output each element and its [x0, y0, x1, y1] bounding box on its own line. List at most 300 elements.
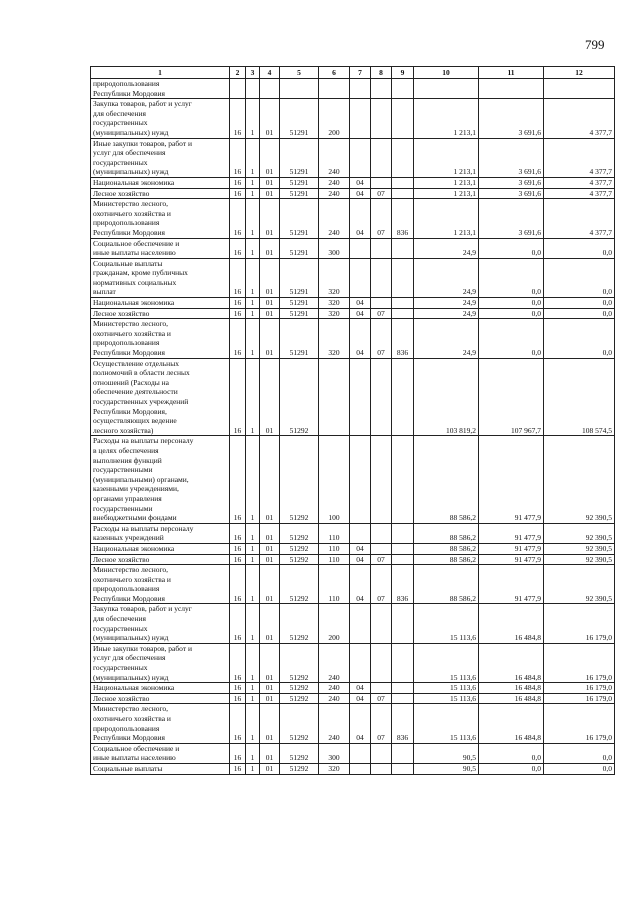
amount-year1-cell: 15 113,6 — [414, 683, 479, 694]
subprogram-code-cell: 1 — [246, 99, 260, 138]
section-cell: 04 — [350, 319, 371, 358]
row-name-line: выполнения функций — [93, 455, 162, 465]
target-article-cell: 51291 — [280, 99, 319, 138]
section-cell — [350, 523, 371, 543]
section-code-cell: 16 — [230, 188, 246, 199]
subsection-cell — [371, 523, 392, 543]
subprogram-code-cell: 1 — [246, 258, 260, 297]
section-cell: 04 — [350, 693, 371, 704]
target-article-cell: 51292 — [280, 704, 319, 743]
row-name-line: (муниципальных) нужд — [93, 167, 169, 177]
row-name-cell — [91, 683, 230, 694]
section-code-cell: 16 — [230, 604, 246, 643]
target-article-cell: 51291 — [280, 138, 319, 177]
subsection-cell — [371, 238, 392, 258]
row-name-line: Республики Мордовия — [93, 593, 165, 603]
row-name-line: обеспечение деятельности — [93, 387, 178, 397]
table-row — [91, 319, 615, 358]
event-code-cell: 01 — [260, 99, 280, 138]
target-article-cell: 51291 — [280, 199, 319, 238]
row-name-line: Национальная экономика — [93, 543, 175, 553]
table-row — [91, 79, 615, 99]
table-row — [91, 643, 615, 682]
amount-year1-cell: 15 113,6 — [414, 693, 479, 704]
ministry-code-cell: 836 — [392, 565, 414, 604]
page-number: 799 — [585, 37, 605, 52]
row-name-line: казенными учреждениями, — [93, 484, 179, 494]
row-name-line: Лесное хозяйство — [93, 308, 150, 318]
amount-year3-cell: 4 377,7 — [544, 177, 615, 188]
amount-year2-cell: 0,0 — [479, 258, 544, 297]
subprogram-code-cell: 1 — [246, 177, 260, 188]
table-row — [91, 99, 615, 138]
event-code-cell: 01 — [260, 763, 280, 774]
section-cell — [350, 763, 371, 774]
subprogram-code-cell: 1 — [246, 543, 260, 554]
table-row — [91, 358, 615, 436]
subsection-cell — [371, 79, 392, 99]
amount-year1-cell: 88 586,2 — [414, 523, 479, 543]
amount-year1-cell: 24,9 — [414, 238, 479, 258]
amount-year3-cell: 0,0 — [544, 258, 615, 297]
amount-year2-cell: 3 691,6 — [479, 138, 544, 177]
row-name-cell — [91, 543, 230, 554]
row-name-line: иные выплаты населению — [93, 248, 176, 258]
amount-year1-cell: 1 213,1 — [414, 199, 479, 238]
event-code-cell: 01 — [260, 604, 280, 643]
amount-year1-cell: 1 213,1 — [414, 188, 479, 199]
amount-year3-cell: 108 574,5 — [544, 358, 615, 436]
ministry-code-cell — [392, 436, 414, 523]
target-article-cell: 51292 — [280, 683, 319, 694]
table-row — [91, 177, 615, 188]
amount-year1-cell: 88 586,2 — [414, 565, 479, 604]
amount-year3-cell: 16 179,0 — [544, 704, 615, 743]
subsection-cell — [371, 138, 392, 177]
row-name-cell — [91, 704, 230, 743]
column-header: 7 — [350, 67, 371, 79]
row-name-line: нормативных социальных — [93, 277, 177, 287]
row-name-line: в целях обеспечения — [93, 445, 159, 455]
subsection-cell: 07 — [371, 565, 392, 604]
row-name-cell — [91, 565, 230, 604]
row-name-line: (муниципальных) нужд — [93, 672, 169, 682]
row-name-cell — [91, 238, 230, 258]
subprogram-code-cell: 1 — [246, 554, 260, 565]
expense-type-cell — [319, 79, 350, 99]
amount-year3-cell: 16 179,0 — [544, 604, 615, 643]
row-name-cell — [91, 693, 230, 704]
event-code-cell: 01 — [260, 238, 280, 258]
amount-year1-cell: 24,9 — [414, 298, 479, 309]
row-name-cell — [91, 138, 230, 177]
ministry-code-cell — [392, 523, 414, 543]
amount-year3-cell: 4 377,7 — [544, 188, 615, 199]
subprogram-code-cell: 1 — [246, 643, 260, 682]
row-name-cell — [91, 604, 230, 643]
table-row — [91, 188, 615, 199]
table-body — [91, 79, 615, 775]
subsection-cell — [371, 99, 392, 138]
amount-year3-cell: 0,0 — [544, 763, 615, 774]
row-name-line: Закупка товаров, работ и услуг — [93, 604, 192, 614]
row-name-line: Республики Мордовия — [93, 227, 165, 237]
row-name-line: для обеспечения — [93, 614, 146, 624]
amount-year1-cell: 90,5 — [414, 763, 479, 774]
expense-type-cell — [319, 358, 350, 436]
expense-type-cell: 100 — [319, 436, 350, 523]
table-row — [91, 763, 615, 774]
column-header: 8 — [371, 67, 392, 79]
column-header: 3 — [246, 67, 260, 79]
event-code-cell: 01 — [260, 258, 280, 297]
column-header: 10 — [414, 67, 479, 79]
amount-year2-cell: 91 477,9 — [479, 523, 544, 543]
expense-type-cell: 110 — [319, 565, 350, 604]
section-cell — [350, 436, 371, 523]
expense-type-cell: 240 — [319, 138, 350, 177]
row-name-line: природопользования — [93, 338, 160, 348]
amount-year1-cell: 24,9 — [414, 258, 479, 297]
row-name-line: Социальное обеспечение и — [93, 238, 180, 248]
column-header: 6 — [319, 67, 350, 79]
section-code-cell: 16 — [230, 743, 246, 763]
row-name-line: Министерство лесного, — [93, 199, 168, 209]
event-code-cell: 01 — [260, 199, 280, 238]
event-code-cell: 01 — [260, 683, 280, 694]
section-cell: 04 — [350, 543, 371, 554]
column-header: 2 — [230, 67, 246, 79]
ministry-code-cell — [392, 238, 414, 258]
section-cell: 04 — [350, 298, 371, 309]
subprogram-code-cell: 1 — [246, 523, 260, 543]
row-name-line: внебюджетными фондами — [93, 513, 177, 523]
amount-year2-cell: 3 691,6 — [479, 177, 544, 188]
event-code-cell: 01 — [260, 693, 280, 704]
section-cell — [350, 79, 371, 99]
subprogram-code-cell: 1 — [246, 436, 260, 523]
amount-year2-cell: 3 691,6 — [479, 199, 544, 238]
target-article-cell: 51291 — [280, 238, 319, 258]
row-name-line: Министерство лесного, — [93, 565, 168, 575]
ministry-code-cell — [392, 298, 414, 309]
event-code-cell: 01 — [260, 436, 280, 523]
event-code-cell: 01 — [260, 138, 280, 177]
target-article-cell: 51291 — [280, 177, 319, 188]
table-header-row — [91, 67, 615, 79]
amount-year1-cell: 1 213,1 — [414, 99, 479, 138]
row-name-line: природопользования — [93, 79, 160, 88]
amount-year3-cell: 0,0 — [544, 238, 615, 258]
subprogram-code-cell: 1 — [246, 358, 260, 436]
row-name-line: природопользования — [93, 723, 160, 733]
section-cell — [350, 358, 371, 436]
section-cell — [350, 604, 371, 643]
amount-year2-cell: 3 691,6 — [479, 188, 544, 199]
section-code-cell: 16 — [230, 319, 246, 358]
subprogram-code-cell: 1 — [246, 298, 260, 309]
row-name-line: отношений (Расходы на — [93, 377, 170, 387]
expense-type-cell: 240 — [319, 683, 350, 694]
event-code-cell: 01 — [260, 298, 280, 309]
column-header: 12 — [544, 67, 615, 79]
expense-type-cell: 110 — [319, 523, 350, 543]
ministry-code-cell — [392, 683, 414, 694]
ministry-code-cell — [392, 604, 414, 643]
ministry-code-cell — [392, 763, 414, 774]
amount-year1-cell: 15 113,6 — [414, 604, 479, 643]
target-article-cell — [280, 79, 319, 99]
row-name-cell — [91, 199, 230, 238]
row-name-line: (муниципальных) нужд — [93, 633, 169, 643]
row-name-line: выплат — [93, 287, 116, 297]
amount-year3-cell: 4 377,7 — [544, 138, 615, 177]
table-row — [91, 704, 615, 743]
row-name-line: охотничьего хозяйства и — [93, 328, 171, 338]
amount-year2-cell: 107 967,7 — [479, 358, 544, 436]
table-row — [91, 523, 615, 543]
section-code-cell: 16 — [230, 199, 246, 238]
expense-type-cell: 240 — [319, 693, 350, 704]
subprogram-code-cell: 1 — [246, 308, 260, 319]
row-name-cell — [91, 308, 230, 319]
section-cell — [350, 238, 371, 258]
amount-year3-cell: 92 390,5 — [544, 565, 615, 604]
row-name-line: Национальная экономика — [93, 683, 175, 693]
subprogram-code-cell: 1 — [246, 238, 260, 258]
table-row — [91, 693, 615, 704]
row-name-line: Расходы на выплаты персоналу — [93, 436, 194, 446]
subsection-cell — [371, 358, 392, 436]
row-name-cell — [91, 554, 230, 565]
target-article-cell: 51291 — [280, 258, 319, 297]
row-name-cell — [91, 177, 230, 188]
section-code-cell: 16 — [230, 643, 246, 682]
row-name-line: охотничьего хозяйства и — [93, 714, 171, 723]
amount-year3-cell: 92 390,5 — [544, 436, 615, 523]
column-header: 1 — [91, 67, 230, 79]
section-code-cell: 16 — [230, 358, 246, 436]
ministry-code-cell — [392, 693, 414, 704]
amount-year2-cell — [479, 79, 544, 99]
row-name-line: Лесное хозяйство — [93, 693, 150, 703]
section-code-cell: 16 — [230, 554, 246, 565]
amount-year2-cell: 91 477,9 — [479, 554, 544, 565]
subsection-cell — [371, 258, 392, 297]
column-header: 5 — [280, 67, 319, 79]
ministry-code-cell — [392, 554, 414, 565]
row-name-cell — [91, 643, 230, 682]
section-cell: 04 — [350, 704, 371, 743]
row-name-line: Национальная экономика — [93, 298, 175, 308]
row-name-line: Закупка товаров, работ и услуг — [93, 99, 192, 109]
ministry-code-cell — [392, 138, 414, 177]
subprogram-code-cell: 1 — [246, 763, 260, 774]
event-code-cell: 01 — [260, 565, 280, 604]
row-name-line: Иные закупки товаров, работ и — [93, 643, 193, 653]
row-name-line: лесного хозяйства) — [93, 425, 154, 435]
subprogram-code-cell: 1 — [246, 604, 260, 643]
table-row — [91, 258, 615, 297]
table-row — [91, 298, 615, 309]
subsection-cell — [371, 436, 392, 523]
subsection-cell: 07 — [371, 188, 392, 199]
row-name-line: Республики Мордовия — [93, 733, 165, 743]
amount-year3-cell: 92 390,5 — [544, 543, 615, 554]
amount-year2-cell: 16 484,8 — [479, 704, 544, 743]
row-name-line: государственных учреждений — [93, 397, 189, 406]
row-name-line: осуществляющих ведение — [93, 416, 177, 426]
row-name-line: Социальное обеспечение и — [93, 743, 180, 753]
amount-year3-cell: 0,0 — [544, 298, 615, 309]
subprogram-code-cell: 1 — [246, 693, 260, 704]
section-cell: 04 — [350, 565, 371, 604]
amount-year1-cell: 1 213,1 — [414, 177, 479, 188]
section-code-cell: 16 — [230, 693, 246, 704]
section-code-cell: 16 — [230, 177, 246, 188]
row-name-line: Социальные выплаты — [93, 763, 163, 773]
subprogram-code-cell: 1 — [246, 138, 260, 177]
row-name-cell — [91, 436, 230, 523]
section-cell — [350, 258, 371, 297]
row-name-cell — [91, 743, 230, 763]
row-name-cell — [91, 188, 230, 199]
row-name-line: Социальные выплаты — [93, 258, 163, 268]
section-code-cell: 16 — [230, 436, 246, 523]
section-code-cell: 16 — [230, 565, 246, 604]
row-name-line: государственных — [93, 663, 148, 673]
ministry-code-cell: 836 — [392, 704, 414, 743]
expense-type-cell: 240 — [319, 188, 350, 199]
subprogram-code-cell: 1 — [246, 319, 260, 358]
event-code-cell: 01 — [260, 177, 280, 188]
ministry-code-cell — [392, 177, 414, 188]
section-cell — [350, 99, 371, 138]
subsection-cell: 07 — [371, 554, 392, 565]
column-header: 11 — [479, 67, 544, 79]
expense-type-cell: 200 — [319, 604, 350, 643]
section-code-cell: 16 — [230, 298, 246, 309]
table-row — [91, 436, 615, 523]
row-name-line: Министерство лесного, — [93, 319, 168, 329]
table-row — [91, 683, 615, 694]
section-code-cell: 16 — [230, 704, 246, 743]
amount-year3-cell — [544, 79, 615, 99]
target-article-cell: 51291 — [280, 308, 319, 319]
subsection-cell: 07 — [371, 308, 392, 319]
target-article-cell: 51292 — [280, 523, 319, 543]
amount-year2-cell: 16 484,8 — [479, 683, 544, 694]
ministry-code-cell — [392, 543, 414, 554]
table-row — [91, 199, 615, 238]
expense-type-cell: 200 — [319, 99, 350, 138]
expense-type-cell: 240 — [319, 643, 350, 682]
subsection-cell — [371, 543, 392, 554]
expense-type-cell: 240 — [319, 704, 350, 743]
section-code-cell: 16 — [230, 683, 246, 694]
section-code-cell: 16 — [230, 543, 246, 554]
table-row — [91, 138, 615, 177]
subsection-cell — [371, 643, 392, 682]
amount-year2-cell: 0,0 — [479, 238, 544, 258]
row-name-line: Национальная экономика — [93, 177, 175, 187]
event-code-cell: 01 — [260, 319, 280, 358]
table-row — [91, 543, 615, 554]
table-row — [91, 238, 615, 258]
section-code-cell — [230, 79, 246, 99]
event-code-cell: 01 — [260, 554, 280, 565]
table-row — [91, 308, 615, 319]
amount-year1-cell: 15 113,6 — [414, 643, 479, 682]
row-name-line: полномочий в области лесных — [93, 368, 190, 378]
ministry-code-cell — [392, 258, 414, 297]
row-name-line: государственных — [93, 623, 148, 633]
amount-year1-cell: 24,9 — [414, 308, 479, 319]
ministry-code-cell — [392, 99, 414, 138]
row-name-line: услуг для обеспечения — [93, 148, 166, 158]
amount-year2-cell: 0,0 — [479, 763, 544, 774]
row-name-line: охотничьего хозяйства и — [93, 574, 171, 584]
section-cell — [350, 643, 371, 682]
target-article-cell: 51292 — [280, 643, 319, 682]
ministry-code-cell — [392, 643, 414, 682]
ministry-code-cell — [392, 743, 414, 763]
ministry-code-cell — [392, 188, 414, 199]
amount-year3-cell: 92 390,5 — [544, 523, 615, 543]
amount-year1-cell: 88 586,2 — [414, 436, 479, 523]
expense-type-cell: 320 — [319, 319, 350, 358]
amount-year2-cell: 0,0 — [479, 308, 544, 319]
row-name-cell — [91, 358, 230, 436]
target-article-cell: 51292 — [280, 436, 319, 523]
row-name-line: Республики Мордовия, — [93, 406, 167, 416]
row-name-line: органами управления — [93, 493, 162, 503]
expense-type-cell: 320 — [319, 298, 350, 309]
amount-year1-cell: 24,9 — [414, 319, 479, 358]
amount-year1-cell — [414, 79, 479, 99]
event-code-cell: 01 — [260, 743, 280, 763]
amount-year2-cell: 91 477,9 — [479, 565, 544, 604]
expense-type-cell: 110 — [319, 554, 350, 565]
amount-year2-cell: 0,0 — [479, 298, 544, 309]
column-header: 4 — [260, 67, 280, 79]
event-code-cell: 01 — [260, 308, 280, 319]
amount-year3-cell: 0,0 — [544, 743, 615, 763]
section-code-cell: 16 — [230, 138, 246, 177]
section-code-cell: 16 — [230, 523, 246, 543]
subsection-cell — [371, 683, 392, 694]
amount-year2-cell: 16 484,8 — [479, 643, 544, 682]
row-name-line: для обеспечения — [93, 108, 146, 118]
section-code-cell: 16 — [230, 99, 246, 138]
event-code-cell: 01 — [260, 704, 280, 743]
amount-year2-cell: 0,0 — [479, 743, 544, 763]
section-cell: 04 — [350, 188, 371, 199]
amount-year3-cell: 4 377,7 — [544, 199, 615, 238]
section-code-cell: 16 — [230, 763, 246, 774]
section-code-cell: 16 — [230, 308, 246, 319]
row-name-line: казенных учреждений — [93, 533, 164, 543]
row-name-line: Республики Мордовия — [93, 88, 165, 98]
row-name-line: (муниципальными) органами, — [93, 474, 189, 484]
subsection-cell — [371, 743, 392, 763]
amount-year1-cell: 1 213,1 — [414, 138, 479, 177]
row-name-line: Осуществление отдельных — [93, 358, 179, 368]
amount-year1-cell: 88 586,2 — [414, 554, 479, 565]
target-article-cell: 51291 — [280, 298, 319, 309]
amount-year2-cell: 16 484,8 — [479, 604, 544, 643]
expense-type-cell: 320 — [319, 308, 350, 319]
